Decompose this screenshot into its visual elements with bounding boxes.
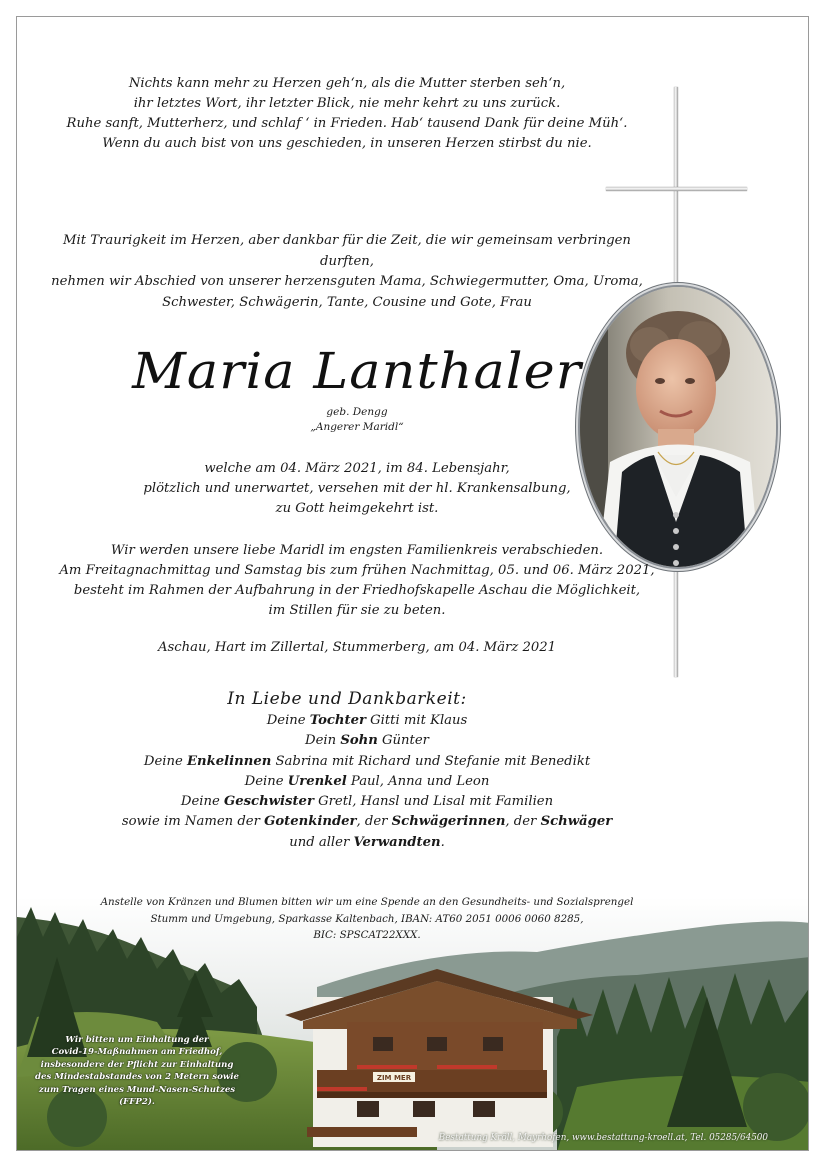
portrait-photo [578, 285, 778, 569]
death-line: welche am 04. März 2021, im 84. Lebensjahr, [204, 461, 510, 476]
mourner-line: Deine Urenkel Paul, Anna und Leon [244, 773, 490, 789]
nickname: „Angerer Maridl“ [310, 421, 404, 433]
covid-line: des Mindestabstandes von 2 Metern sowie [35, 1072, 239, 1083]
intro-line: Schwester, Schwägerin, Tante, Cousine und Gote, Frau [162, 294, 532, 310]
donation-notice [47, 894, 687, 944]
covid-line: zum Tragen eines Mund-Nasen-Schutzes (FFP2). [38, 1084, 236, 1108]
covid-line: Wir bitten um Einhaltung der [65, 1035, 209, 1045]
mourner-line: Deine Enkelinnen Sabrina mit Richard und Stefanie mit Benedikt [143, 753, 591, 769]
mourner-line: und aller Verwandten. [289, 834, 445, 850]
mourners-list [77, 711, 657, 853]
mourner-line: Dein Sohn Günter [305, 733, 429, 749]
funeral-home-footer: Bestattung Kröll, Mayrhofen, www.bestattung-kroell.at, Tel. 05285/64500 [438, 1133, 768, 1143]
death-line: zu Gott heimgekehrt ist. [275, 501, 439, 516]
cross-icon-horizontal [606, 187, 747, 191]
mourners-heading: In Liebe und Dankbarkeit: [227, 689, 467, 709]
house-sign: ZIM MER [376, 1074, 412, 1082]
covid-notice [25, 1034, 249, 1108]
maiden-name: geb. Dengg [326, 406, 388, 418]
funeral-line: besteht im Rahmen der Aufbahrung in der Friedhofskapelle Aschau die Möglichkeit, [73, 583, 641, 598]
portrait-illustration [580, 287, 776, 567]
deceased-name: Maria Lanthaler [132, 342, 582, 400]
mourner-line: Deine Geschwister Gretl, Hansl und Lisal mit Familien [180, 794, 554, 810]
donation-line: Anstelle von Kränzen und Blumen bitten wir um eine Spende an den Gesundheits- und Sozialsprengel [100, 896, 634, 908]
funeral-info [37, 541, 677, 621]
verse-line: Nichts kann mehr zu Herzen geh‘n, als die Mutter sterben seh‘n, [128, 76, 566, 91]
place-date: Aschau, Hart im Zillertal, Stummerberg, am 04. März 2021 [157, 640, 557, 655]
death-notice [77, 459, 637, 519]
mourner-line: Deine Tochter Gitti mit Klaus [266, 713, 468, 728]
donation-line: Stumm und Umgebung, Sparkasse Kaltenbach, IBAN: AT60 2051 0006 0060 8285, [150, 912, 584, 925]
memorial-verse [57, 74, 637, 154]
intro-line: Mit Traurigkeit im Herzen, aber dankbar für die Zeit, die wir gemeinsam verbringen durften, [63, 233, 631, 269]
deceased-details [257, 405, 457, 435]
intro-line: nehmen wir Abschied von unserer herzensguten Mama, Schwiegermutter, Oma, Uroma, [51, 274, 643, 289]
covid-line: Covid-19-Maßnahmen am Friedhof, [51, 1047, 223, 1058]
funeral-line: Am Freitagnachmittag und Samstag bis zum frühen Nachmittag, 05. und 06. März 2021, [59, 563, 655, 578]
donation-line: BIC: SPSCAT22XXX. [313, 929, 421, 941]
funeral-line: Wir werden unsere liebe Maridl im engsten Familienkreis verabschieden. [110, 543, 604, 558]
mourner-line: sowie im Namen der Gotenkinder, der Schwägerinnen, der Schwäger [121, 814, 613, 830]
verse-line: Wenn du auch bist von uns geschieden, in unseren Herzen stirbst du nie. [102, 136, 592, 151]
funeral-line: im Stillen für sie zu beten. [268, 603, 446, 618]
intro-text [37, 231, 657, 313]
verse-line: ihr letztes Wort, ihr letzter Blick, nie mehr kehrt zu uns zurück. [133, 96, 561, 111]
covid-line: insbesondere der Pflicht zur Einhaltung [40, 1059, 234, 1070]
death-line: plötzlich und unerwartet, versehen mit der hl. Krankensalbung, [143, 481, 571, 496]
obituary-card [16, 16, 809, 1151]
verse-line: Ruhe sanft, Mutterherz, und schlaf ‘ in Frieden. Hab‘ tausend Dank für deine Müh‘. [66, 116, 628, 131]
